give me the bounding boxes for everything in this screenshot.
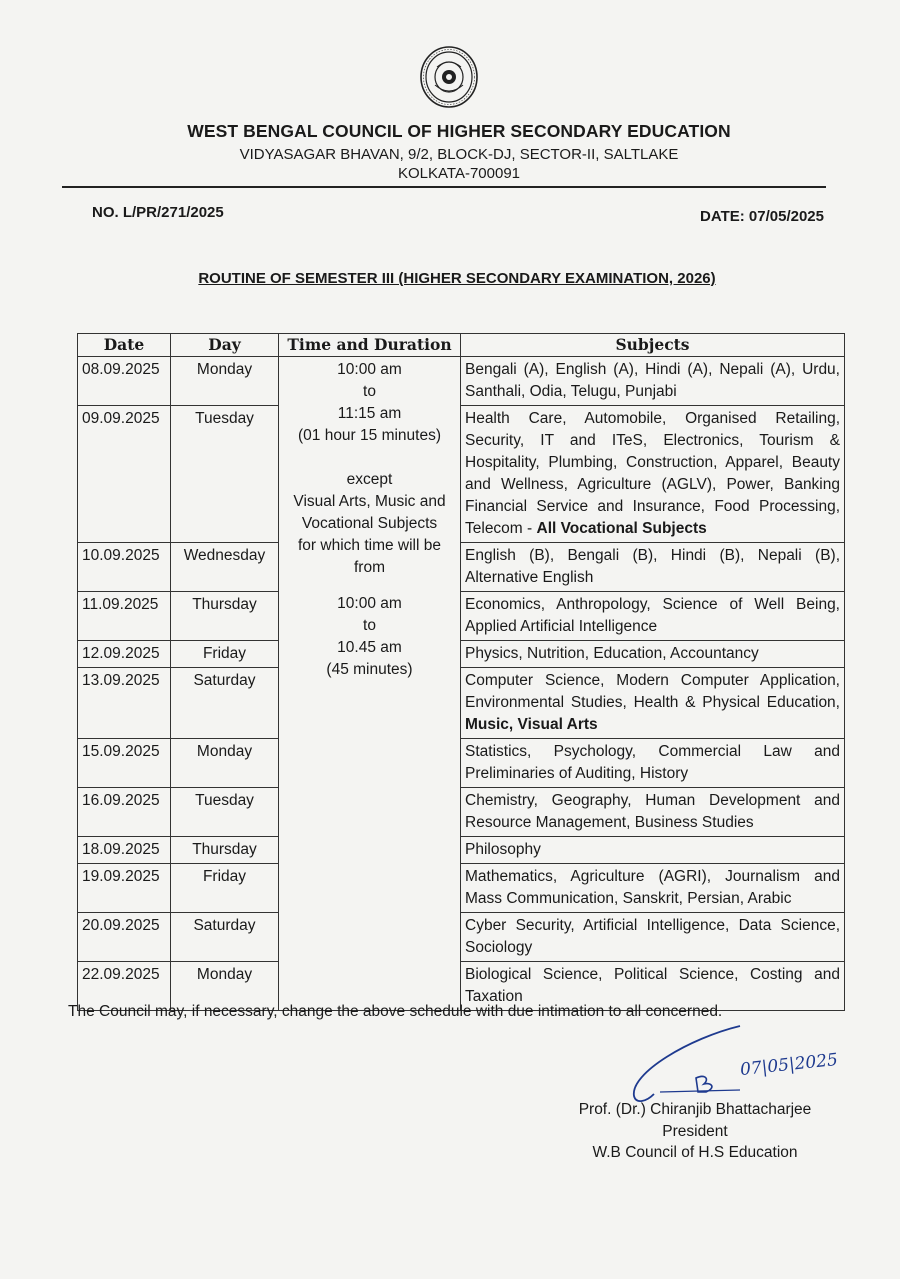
- header-divider: [62, 186, 826, 188]
- time-duration-cell: [279, 357, 461, 1011]
- signatory-name: Prof. (Dr.) Chiranjib Bhattacharjee: [578, 1101, 812, 1118]
- exception-line-2: Vocational Subjects: [301, 515, 438, 532]
- row-date: 20.09.2025: [78, 913, 171, 962]
- row-subjects: [461, 668, 845, 739]
- row-date: 09.09.2025: [78, 406, 171, 543]
- table-row: [78, 913, 845, 962]
- row-subjects: Statistics, Psychology, Commercial Law and Preliminaries of Auditing, History: [461, 739, 845, 788]
- time1-end: 11:15 am: [337, 405, 402, 422]
- table-row: [78, 592, 845, 641]
- reference-date: DATE: 07/05/2025: [700, 208, 824, 225]
- header-date: Date: [78, 334, 171, 357]
- row-subjects: Physics, Nutrition, Education, Accountancy: [461, 641, 845, 668]
- row-date: 16.09.2025: [78, 788, 171, 837]
- row-day: Monday: [171, 357, 279, 406]
- table-row: [78, 668, 845, 739]
- header-day: Day: [171, 334, 279, 357]
- time2-start: 10:00 am: [337, 595, 402, 612]
- subjects-text: Computer Science, Modern Computer Application, Environmental Studies, Health & Physical Education,: [465, 672, 840, 711]
- row-day: Thursday: [171, 592, 279, 641]
- table-row: [78, 543, 845, 592]
- row-date: 22.09.2025: [78, 962, 171, 1011]
- signatory-designation: President: [662, 1122, 728, 1140]
- row-date: 13.09.2025: [78, 668, 171, 739]
- row-day: Thursday: [171, 837, 279, 864]
- header-subjects: Subjects: [461, 334, 845, 357]
- table-row: [78, 788, 845, 837]
- row-subjects: Economics, Anthropology, Science of Well Being, Applied Artificial Intelligence: [461, 592, 845, 641]
- row-date: 15.09.2025: [78, 739, 171, 788]
- routine-title: ROUTINE OF SEMESTER III (HIGHER SECONDARY EXAMINATION, 2026): [198, 270, 716, 287]
- except-label: except: [346, 471, 393, 488]
- row-day: Saturday: [171, 913, 279, 962]
- reference-number: NO. L/PR/271/2025: [92, 204, 224, 221]
- row-day: Saturday: [171, 668, 279, 739]
- table-row: [78, 406, 845, 543]
- duration1: (01 hour 15 minutes): [297, 427, 442, 444]
- row-subjects: English (B), Bengali (B), Hindi (B), Nepali (B), Alternative English: [461, 543, 845, 592]
- row-subjects: Philosophy: [461, 837, 845, 864]
- table-row: [78, 837, 845, 864]
- row-date: 08.09.2025: [78, 357, 171, 406]
- row-date: 18.09.2025: [78, 837, 171, 864]
- council-seal-icon: [419, 45, 479, 109]
- row-day: Monday: [171, 739, 279, 788]
- exception-line-4: from: [354, 559, 385, 576]
- header-time: Time and Duration: [279, 334, 461, 357]
- subjects-bold-text: All Vocational Subjects: [536, 520, 707, 537]
- exception-line-3: for which time will be: [298, 537, 441, 554]
- table-row: [78, 641, 845, 668]
- time1-to: to: [363, 383, 376, 400]
- row-date: 10.09.2025: [78, 543, 171, 592]
- row-subjects: Bengali (A), English (A), Hindi (A), Nepali (A), Urdu, Santhali, Odia, Telugu, Punjabi: [461, 357, 845, 406]
- schedule-change-note: The Council may, if necessary, change the above schedule with due intimation to all concerned.: [68, 1003, 723, 1020]
- council-name: WEST BENGAL COUNCIL OF HIGHER SECONDARY EDUCATION: [187, 121, 731, 141]
- table-row: [78, 864, 845, 913]
- row-day: Friday: [171, 864, 279, 913]
- row-subjects: [461, 406, 845, 543]
- row-day: Tuesday: [171, 406, 279, 543]
- exam-routine-table: [77, 333, 845, 1011]
- signatory-block: [560, 1099, 830, 1164]
- row-subjects: Cyber Security, Artificial Intelligence, Data Science, Sociology: [461, 913, 845, 962]
- time1-start: 10:00 am: [337, 361, 402, 378]
- signatory-organization: W.B Council of H.S Education: [592, 1144, 798, 1161]
- row-subjects: Mathematics, Agriculture (AGRI), Journalism and Mass Communication, Sanskrit, Persian, Arabic: [461, 864, 845, 913]
- row-day: Friday: [171, 641, 279, 668]
- table-row: [78, 357, 845, 406]
- row-subjects: Chemistry, Geography, Human Development and Resource Management, Business Studies: [461, 788, 845, 837]
- duration2: (45 minutes): [326, 661, 413, 678]
- address-line-2: KOLKATA-700091: [397, 165, 520, 182]
- row-day: Tuesday: [171, 788, 279, 837]
- time2-to: to: [363, 617, 376, 634]
- signature-date: 07|05|2025: [739, 1049, 839, 1081]
- subjects-bold-text: Music, Visual Arts: [465, 716, 598, 733]
- row-date: 11.09.2025: [78, 592, 171, 641]
- address-line-1: VIDYASAGAR BHAVAN, 9/2, BLOCK-DJ, SECTOR-II, SALTLAKE: [239, 146, 679, 163]
- row-day: Monday: [171, 962, 279, 1011]
- time2-end: 10.45 am: [337, 639, 402, 656]
- row-date: 12.09.2025: [78, 641, 171, 668]
- exception-line-1: Visual Arts, Music and: [293, 493, 446, 510]
- row-subjects: Biological Science, Political Science, Costing and Taxation: [461, 962, 845, 1011]
- table-row: [78, 739, 845, 788]
- row-date: 19.09.2025: [78, 864, 171, 913]
- table-header-row: [78, 334, 845, 357]
- subjects-text: Health Care, Automobile, Organised Retailing, Security, IT and ITeS, Electronics, Tourism & Hospitality, Plumbing, Construction, Apparel, Beauty and Wellness, Agriculture (AGLV), Power, Banking Financial Service and Insurance, Food Processing, Telecom -: [465, 410, 840, 537]
- row-day: Wednesday: [171, 543, 279, 592]
